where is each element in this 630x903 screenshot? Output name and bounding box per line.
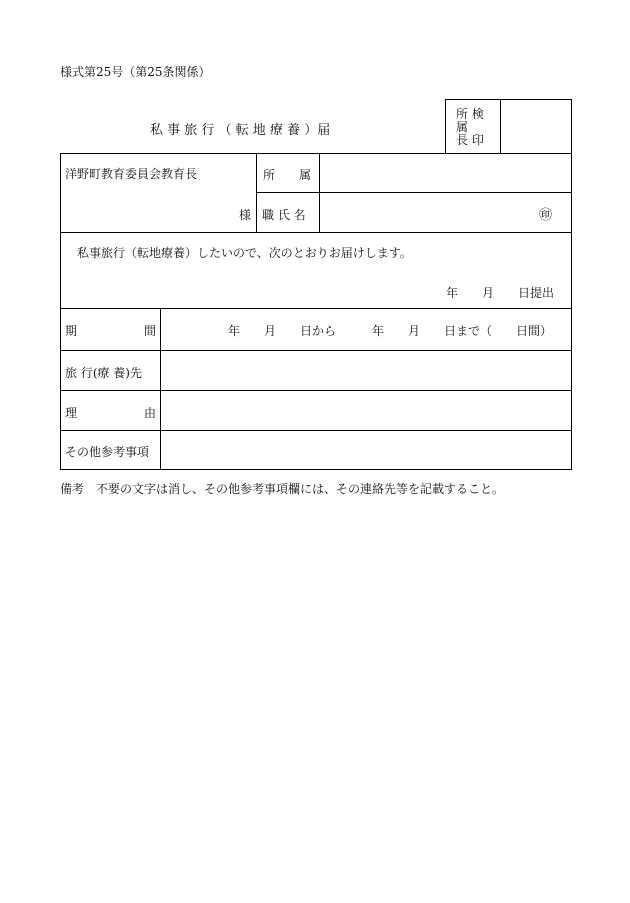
destination-label: 旅 行(療 養)先 bbox=[65, 366, 142, 380]
destination-field[interactable] bbox=[164, 353, 568, 387]
statement-text: 私事旅行（転地療養）したいので、次のとおりお届けします。 bbox=[77, 246, 412, 260]
approval-label-line3: 長 印 bbox=[456, 133, 484, 147]
reason-label-left: 理 bbox=[65, 406, 78, 420]
period-label-right: 間 bbox=[144, 324, 157, 338]
approval-label-line1: 所 検 bbox=[456, 107, 484, 121]
other-notes-field[interactable] bbox=[164, 433, 568, 467]
period-field[interactable]: 年 月 日から 年 月 日まで（ 日間） bbox=[228, 324, 553, 338]
name-field[interactable] bbox=[322, 195, 532, 229]
addressee-honorific: 様 bbox=[239, 208, 252, 222]
approval-seal-box[interactable] bbox=[501, 100, 571, 153]
reason-field[interactable] bbox=[164, 393, 568, 427]
period-label-left: 期 bbox=[65, 324, 78, 338]
form-title: 私 事 旅 行 （ 転 地 療 養 ）届 bbox=[150, 123, 331, 138]
other-notes-label: その他参考事項 bbox=[65, 445, 150, 459]
form-number: 様式第25号（第25条関係） bbox=[60, 65, 211, 79]
submission-date[interactable]: 年 月 日提出 bbox=[446, 286, 555, 300]
approval-label-line2: 属 bbox=[456, 120, 469, 134]
name-label: 職 氏 名 bbox=[262, 208, 306, 222]
affiliation-label: 所 属 bbox=[263, 168, 312, 182]
seal-icon: ㊞ bbox=[539, 208, 553, 223]
remarks-text: 備考 不要の文字は消し、その他参考事項欄には、その連絡先等を記載すること。 bbox=[60, 482, 505, 496]
addressee-name: 洋野町教育委員会教育長 bbox=[65, 167, 198, 181]
reason-label-right: 由 bbox=[144, 406, 157, 420]
affiliation-field[interactable] bbox=[322, 156, 568, 190]
